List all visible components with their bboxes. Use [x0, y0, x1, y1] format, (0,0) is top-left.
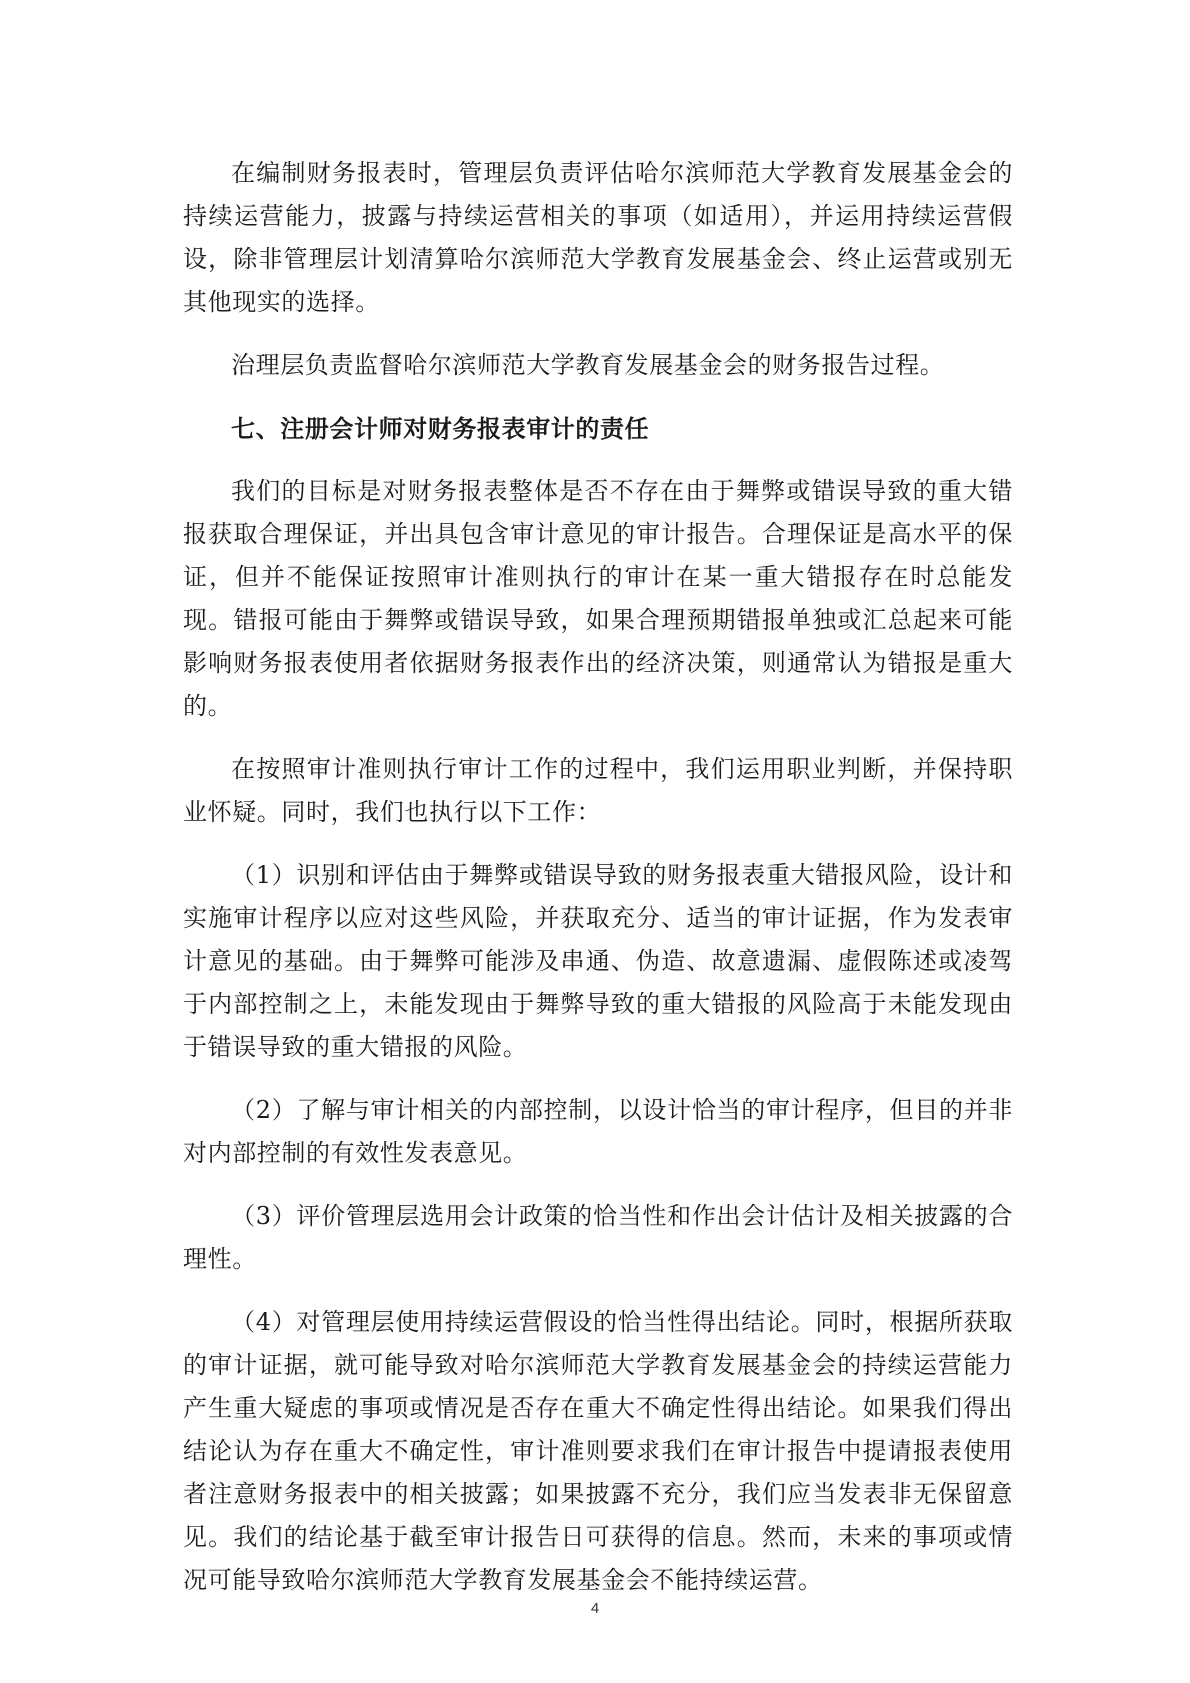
paragraph-audit-objective: 我们的目标是对财务报表整体是否不存在由于舞弊或错误导致的重大错报获取合理保证，并出具包含审计意见的审计报告。合理保证是高水平的保证，但并不能保证按照审计准则执行的审计在某一重大错报存在时总能发现。错报可能由于舞弊或错误导致，如果合理预期错报单独或汇总起来可能影响财务报表使用者依据财务报表作出的经济决策，则通常认为错报是重大的。	[183, 477, 1013, 720]
paragraph-item-1: （1）识别和评估由于舞弊或错误导致的财务报表重大错报风险，设计和实施审计程序以应对这些风险，并获取充分、适当的审计证据，作为发表审计意见的基础。由于舞弊可能涉及串通、伪造、故意遗漏、虚假陈述或凌驾于内部控制之上，未能发现由于舞弊导致的重大错报的风险高于未能发现由于错误导致的重大错报的风险。	[183, 861, 1013, 1061]
paragraph-governance-oversight: 治理层负责监督哈尔滨师范大学教育发展基金会的财务报告过程。	[231, 351, 945, 379]
paragraph-item-2: （2）了解与审计相关的内部控制，以设计恰当的审计程序，但目的并非对内部控制的有效性发表意见。	[183, 1096, 1013, 1167]
paragraph-going-concern-management: 在编制财务报表时，管理层负责评估哈尔滨师范大学教育发展基金会的持续运营能力，披露与持续运营相关的事项（如适用），并运用持续运营假设，除非管理层计划清算哈尔滨师范大学教育发展基金会、终止运营或别无其他现实的选择。	[183, 159, 1013, 316]
page-number: 4	[590, 1600, 600, 1617]
section-heading: 七、注册会计师对财务报表审计的责任	[231, 414, 650, 443]
paragraph-professional-judgment: 在按照审计准则执行审计工作的过程中，我们运用职业判断，并保持职业怀疑。同时，我们也执行以下工作：	[183, 755, 1013, 826]
page-content	[183, 152, 1013, 1622]
paragraph-item-4: （4）对管理层使用持续运营假设的恰当性得出结论。同时，根据所获取的审计证据，就可能导致对哈尔滨师范大学教育发展基金会的持续运营能力产生重大疑虑的事项或情况是否存在重大不确定性得出结论。如果我们得出结论认为存在重大不确定性，审计准则要求我们在审计报告中提请报表使用者注意财务报表中的相关披露；如果披露不充分，我们应当发表非无保留意见。我们的结论基于截至审计报告日可获得的信息。然而，未来的事项或情况可能导致哈尔滨师范大学教育发展基金会不能持续运营。	[183, 1308, 1013, 1594]
paragraph-item-3: （3）评价管理层选用会计政策的恰当性和作出会计估计及相关披露的合理性。	[183, 1202, 1013, 1273]
